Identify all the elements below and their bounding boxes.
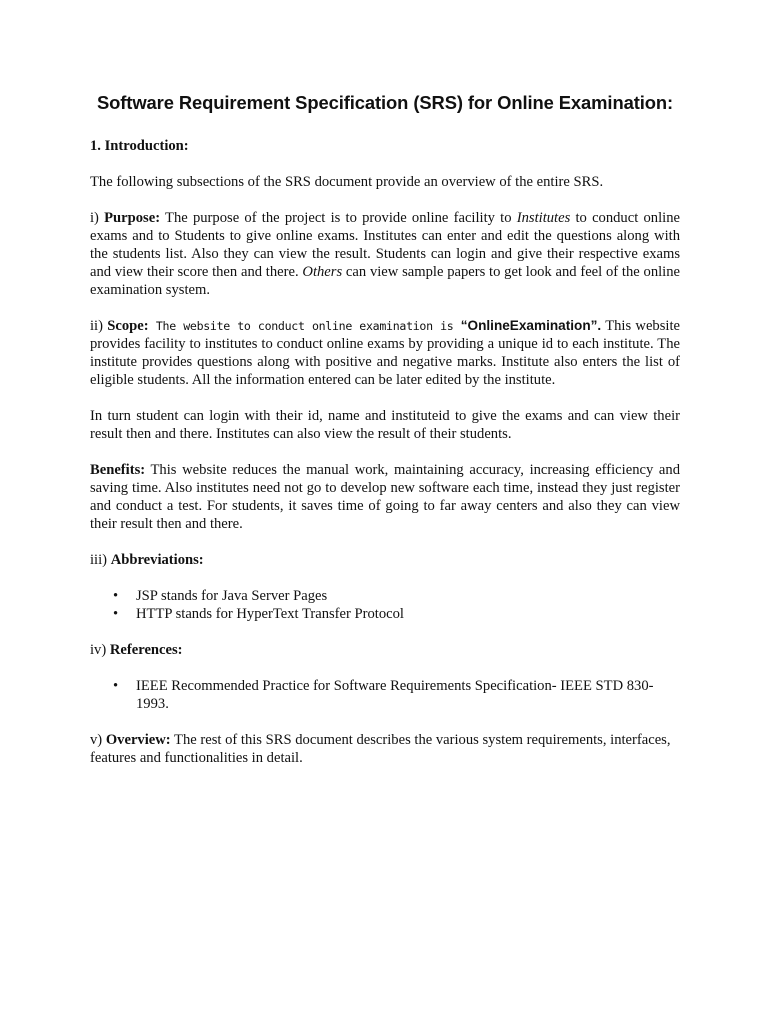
- references-heading-line: [90, 641, 680, 659]
- abbreviations-list: [90, 587, 680, 623]
- list-item: • HTTP stands for HyperText Transfer Protocol: [136, 605, 680, 623]
- scope-paragraph: [90, 317, 680, 389]
- login-paragraph: In turn student can login with their id, name and instituteid to give the exams and can view their result then and there. Institutes can also view the result of their students.: [90, 408, 680, 442]
- list-item: • JSP stands for Java Server Pages: [136, 587, 680, 605]
- benefits-text: This website reduces the manual work, maintaining accuracy, increasing efficiency and saving time. Also institutes need not go to develop new software each time, instead they just register and conduct a test. For students, it saves time of going to far away centers and also they can view their result then and there.: [90, 462, 680, 532]
- purpose-heading: Purpose:: [104, 210, 161, 226]
- scope-site-name: “OnlineExamination”.: [460, 318, 602, 333]
- scope-heading: Scope:: [107, 318, 149, 334]
- references-label: iv): [90, 642, 110, 658]
- overview-text: The rest of this SRS document describes the various system requirements, interfaces, features and functionalities in detail.: [90, 732, 671, 766]
- purpose-institutes: Institutes: [516, 210, 571, 226]
- introduction-text: The following subsections of the SRS document provide an overview of the entire SRS.: [90, 174, 604, 190]
- purpose-text-2: to conduct online exams and to Students to give online exams. Institutes can enter and edit the questions along with the students list. Also they can view the result. Students can login and give their respective exams and view their score then and there.: [90, 210, 680, 280]
- scope-text: This website provides facility to institutes to conduct online exams by providing a unique id to each institute. The institute provides questions along with positive and negative marks. Institute also enters the list of eligible students. All the information entered can be later edited by the institute.: [90, 318, 680, 388]
- abbreviations-label: iii): [90, 552, 111, 568]
- abbreviations-heading-line: [90, 551, 680, 569]
- purpose-text-3: can view sample papers to get look and feel of the online examination system.: [90, 264, 680, 298]
- benefits-paragraph: [90, 461, 680, 533]
- purpose-label: i): [90, 210, 105, 226]
- introduction-heading: 1. Introduction:: [90, 138, 189, 154]
- overview-paragraph: [90, 731, 680, 767]
- references-list: [90, 677, 680, 713]
- purpose-paragraph: [90, 209, 680, 299]
- document-title: Software Requirement Specification (SRS) for Online Examination:: [96, 92, 674, 113]
- benefits-heading: Benefits:: [90, 462, 146, 478]
- scope-mono-text: The website to conduct online examination is: [148, 319, 461, 333]
- overview-label: v): [90, 732, 106, 748]
- references-heading: References:: [109, 642, 183, 658]
- abbreviations-heading: Abbreviations:: [110, 552, 204, 568]
- purpose-others: Others: [302, 264, 343, 280]
- scope-label: ii): [90, 318, 108, 334]
- purpose-text-1: The purpose of the project is to provide online facility to: [160, 210, 517, 226]
- overview-heading: Overview:: [105, 732, 171, 748]
- list-item: • IEEE Recommended Practice for Software Requirements Specification- IEEE STD 830-1993.: [136, 677, 680, 713]
